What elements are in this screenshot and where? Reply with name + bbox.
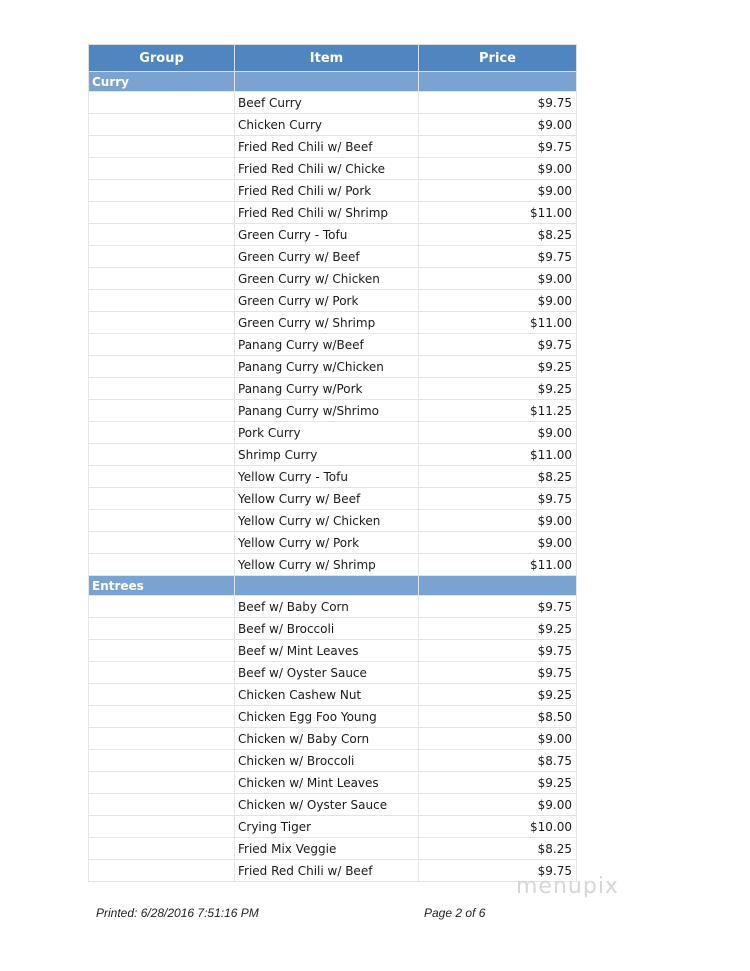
group-cell xyxy=(89,180,235,202)
group-row xyxy=(89,72,577,92)
price-cell: $9.00 xyxy=(419,422,577,444)
price-cell: $11.00 xyxy=(419,554,577,576)
price-cell: $9.00 xyxy=(419,158,577,180)
price-cell: $8.25 xyxy=(419,224,577,246)
price-cell: $8.75 xyxy=(419,750,577,772)
price-cell: $9.25 xyxy=(419,356,577,378)
price-cell: $9.00 xyxy=(419,114,577,136)
price-cell: $9.25 xyxy=(419,618,577,640)
table-row xyxy=(89,772,577,794)
menu-price-table xyxy=(88,44,577,882)
table-row xyxy=(89,488,577,510)
group-cell xyxy=(89,136,235,158)
group-cell xyxy=(89,838,235,860)
group-cell xyxy=(89,246,235,268)
group-price-empty-cell xyxy=(419,72,577,92)
item-cell: Panang Curry w/Chicken xyxy=(235,356,419,378)
price-cell: $9.25 xyxy=(419,772,577,794)
group-cell xyxy=(89,618,235,640)
group-cell xyxy=(89,334,235,356)
price-cell: $11.00 xyxy=(419,202,577,224)
watermark-logo: menupix xyxy=(516,874,619,899)
price-cell: $9.25 xyxy=(419,684,577,706)
table-row xyxy=(89,706,577,728)
table-row xyxy=(89,378,577,400)
table-row xyxy=(89,596,577,618)
item-cell: Panang Curry w/Shrimo xyxy=(235,400,419,422)
group-cell xyxy=(89,114,235,136)
group-cell xyxy=(89,554,235,576)
table-row xyxy=(89,246,577,268)
price-cell: $9.00 xyxy=(419,290,577,312)
item-cell: Yellow Curry w/ Shrimp xyxy=(235,554,419,576)
item-cell: Panang Curry w/Pork xyxy=(235,378,419,400)
item-cell: Chicken Curry xyxy=(235,114,419,136)
item-cell: Green Curry w/ Pork xyxy=(235,290,419,312)
table-row xyxy=(89,684,577,706)
table-row xyxy=(89,136,577,158)
table-row xyxy=(89,794,577,816)
group-cell xyxy=(89,202,235,224)
table-row xyxy=(89,356,577,378)
price-cell: $11.00 xyxy=(419,312,577,334)
group-cell xyxy=(89,728,235,750)
table-row xyxy=(89,618,577,640)
price-cell: $9.00 xyxy=(419,510,577,532)
item-cell: Yellow Curry w/ Beef xyxy=(235,488,419,510)
table-row xyxy=(89,202,577,224)
group-cell xyxy=(89,684,235,706)
item-cell: Beef w/ Mint Leaves xyxy=(235,640,419,662)
group-cell xyxy=(89,488,235,510)
item-cell: Chicken w/ Broccoli xyxy=(235,750,419,772)
price-cell: $9.75 xyxy=(419,596,577,618)
item-cell: Green Curry w/ Beef xyxy=(235,246,419,268)
group-price-empty-cell xyxy=(419,576,577,596)
table-row xyxy=(89,268,577,290)
table-row xyxy=(89,422,577,444)
item-cell: Green Curry w/ Shrimp xyxy=(235,312,419,334)
table-row xyxy=(89,750,577,772)
price-cell: $9.00 xyxy=(419,180,577,202)
item-cell: Beef w/ Oyster Sauce xyxy=(235,662,419,684)
table-row xyxy=(89,334,577,356)
item-cell: Yellow Curry - Tofu xyxy=(235,466,419,488)
group-cell xyxy=(89,750,235,772)
table-row xyxy=(89,532,577,554)
table-row xyxy=(89,728,577,750)
item-cell: Pork Curry xyxy=(235,422,419,444)
price-cell: $9.75 xyxy=(419,488,577,510)
column-header-price: Price xyxy=(419,45,577,72)
table-row xyxy=(89,816,577,838)
group-cell xyxy=(89,444,235,466)
table-body xyxy=(89,72,577,882)
item-cell: Yellow Curry w/ Chicken xyxy=(235,510,419,532)
table-row xyxy=(89,860,577,882)
group-name-cell: Curry xyxy=(89,72,235,92)
item-cell: Shrimp Curry xyxy=(235,444,419,466)
group-cell xyxy=(89,224,235,246)
item-cell: Panang Curry w/Beef xyxy=(235,334,419,356)
table-row xyxy=(89,114,577,136)
group-cell xyxy=(89,640,235,662)
item-cell: Fried Red Chili w/ Shrimp xyxy=(235,202,419,224)
price-cell: $8.25 xyxy=(419,838,577,860)
item-cell: Chicken Cashew Nut xyxy=(235,684,419,706)
group-item-empty-cell xyxy=(235,576,419,596)
group-row xyxy=(89,576,577,596)
price-cell: $9.75 xyxy=(419,640,577,662)
item-cell: Beef w/ Broccoli xyxy=(235,618,419,640)
table-header-row xyxy=(89,45,577,72)
table-row xyxy=(89,510,577,532)
table-row xyxy=(89,180,577,202)
item-cell: Fried Red Chili w/ Beef xyxy=(235,860,419,882)
price-cell: $9.00 xyxy=(419,268,577,290)
table-row xyxy=(89,290,577,312)
table-row xyxy=(89,158,577,180)
item-cell: Beef w/ Baby Corn xyxy=(235,596,419,618)
group-cell xyxy=(89,400,235,422)
group-cell xyxy=(89,378,235,400)
group-cell xyxy=(89,290,235,312)
item-cell: Fried Red Chili w/ Beef xyxy=(235,136,419,158)
group-cell xyxy=(89,532,235,554)
group-cell xyxy=(89,312,235,334)
item-cell: Green Curry - Tofu xyxy=(235,224,419,246)
price-cell: $9.75 xyxy=(419,136,577,158)
price-cell: $9.00 xyxy=(419,794,577,816)
price-cell: $9.00 xyxy=(419,728,577,750)
item-cell: Chicken w/ Mint Leaves xyxy=(235,772,419,794)
table-row xyxy=(89,554,577,576)
price-cell: $11.00 xyxy=(419,444,577,466)
group-cell xyxy=(89,794,235,816)
group-cell xyxy=(89,268,235,290)
column-header-item: Item xyxy=(235,45,419,72)
group-cell xyxy=(89,510,235,532)
group-cell xyxy=(89,772,235,794)
group-cell xyxy=(89,596,235,618)
group-cell xyxy=(89,860,235,882)
group-cell xyxy=(89,706,235,728)
group-name-cell: Entrees xyxy=(89,576,235,596)
group-cell xyxy=(89,662,235,684)
item-cell: Green Curry w/ Chicken xyxy=(235,268,419,290)
price-cell: $8.50 xyxy=(419,706,577,728)
item-cell: Chicken Egg Foo Young xyxy=(235,706,419,728)
price-cell: $11.25 xyxy=(419,400,577,422)
group-cell xyxy=(89,356,235,378)
item-cell: Beef Curry xyxy=(235,92,419,114)
price-cell: $9.75 xyxy=(419,92,577,114)
price-cell: $10.00 xyxy=(419,816,577,838)
group-item-empty-cell xyxy=(235,72,419,92)
price-cell: $9.25 xyxy=(419,378,577,400)
price-cell: $9.75 xyxy=(419,860,577,882)
table-row xyxy=(89,400,577,422)
item-cell: Chicken w/ Baby Corn xyxy=(235,728,419,750)
table-row xyxy=(89,466,577,488)
table-row xyxy=(89,92,577,114)
price-cell: $9.00 xyxy=(419,532,577,554)
price-cell: $8.25 xyxy=(419,466,577,488)
table-row xyxy=(89,312,577,334)
table-row xyxy=(89,662,577,684)
group-cell xyxy=(89,92,235,114)
group-cell xyxy=(89,158,235,180)
price-cell: $9.75 xyxy=(419,662,577,684)
column-header-group: Group xyxy=(89,45,235,72)
table-row xyxy=(89,838,577,860)
table-row xyxy=(89,224,577,246)
item-cell: Chicken w/ Oyster Sauce xyxy=(235,794,419,816)
item-cell: Fried Red Chili w/ Chicke xyxy=(235,158,419,180)
table-row xyxy=(89,640,577,662)
group-cell xyxy=(89,816,235,838)
page-number: Page 2 of 6 xyxy=(424,906,486,920)
printed-timestamp: Printed: 6/28/2016 7:51:16 PM xyxy=(96,906,259,920)
group-cell xyxy=(89,466,235,488)
item-cell: Yellow Curry w/ Pork xyxy=(235,532,419,554)
table-row xyxy=(89,444,577,466)
item-cell: Fried Mix Veggie xyxy=(235,838,419,860)
group-cell xyxy=(89,422,235,444)
item-cell: Fried Red Chili w/ Pork xyxy=(235,180,419,202)
price-cell: $9.75 xyxy=(419,334,577,356)
price-cell: $9.75 xyxy=(419,246,577,268)
item-cell: Crying Tiger xyxy=(235,816,419,838)
